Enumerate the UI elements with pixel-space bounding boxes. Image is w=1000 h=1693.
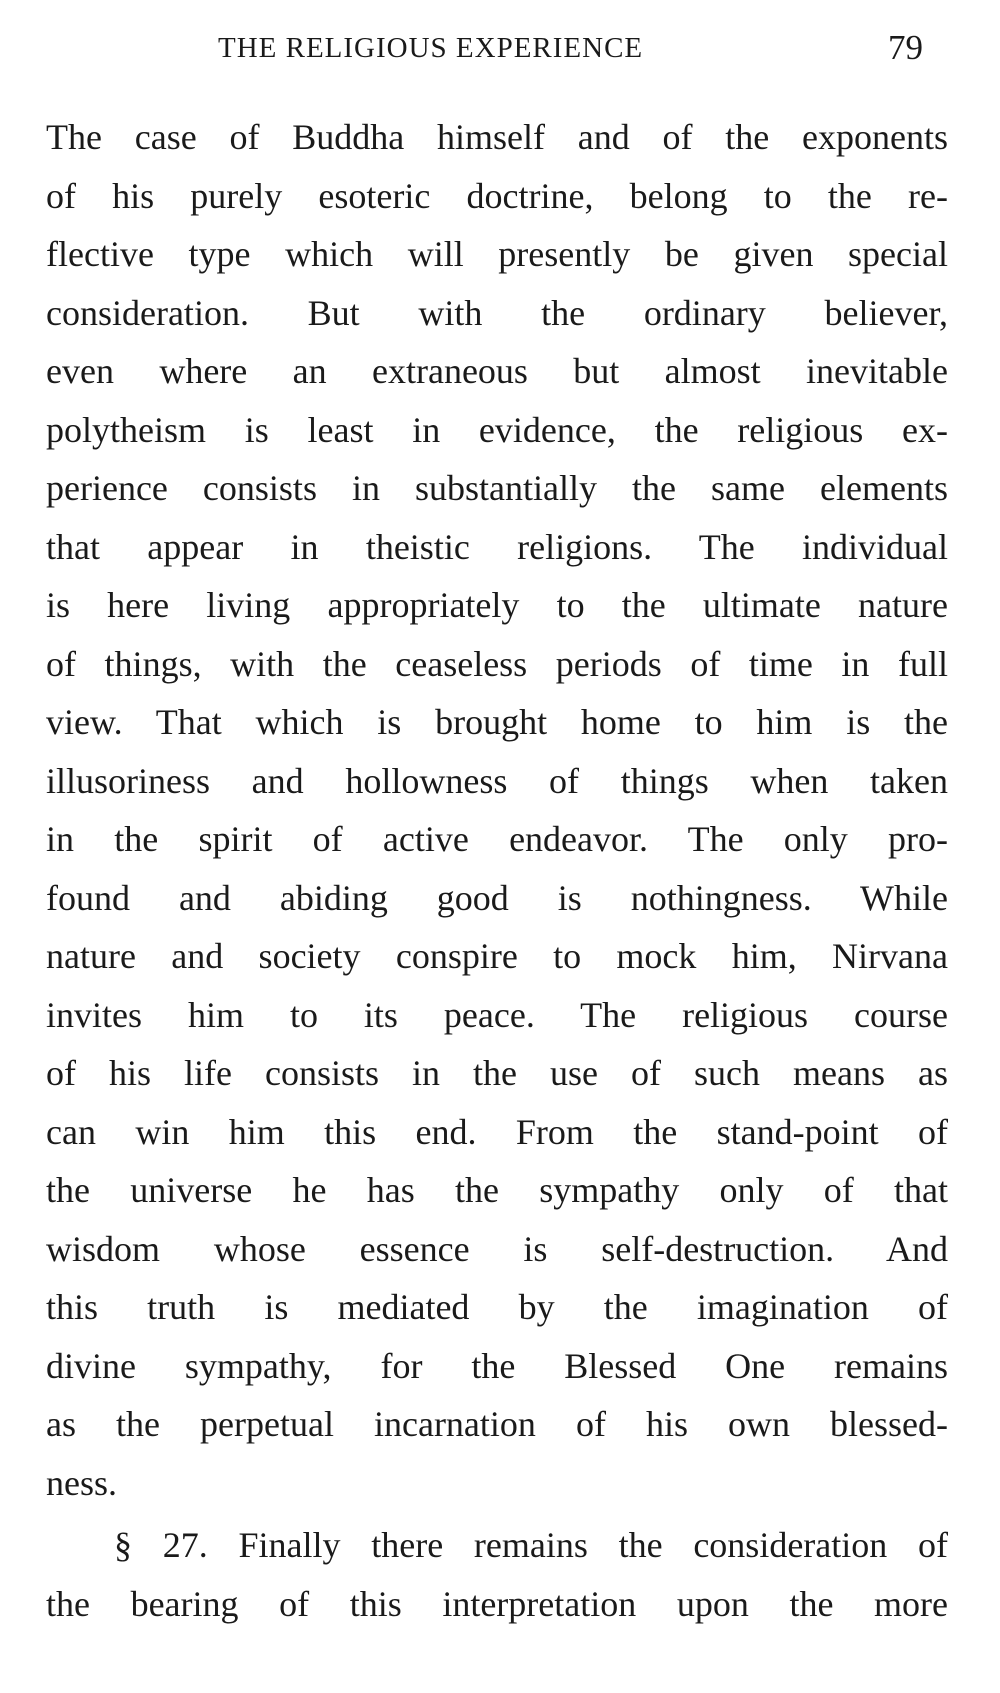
text-line: even where an extraneous but almost inevitable — [46, 351, 948, 391]
text-line: of his purely esoteric doctrine, belong to the re- — [46, 175, 948, 216]
text-line: divine sympathy, for the Blessed One remains — [46, 1345, 948, 1386]
text-line: of things, with the ceaseless periods of time in full — [46, 643, 948, 684]
text-line: flective type which will presently be given special — [46, 234, 948, 274]
text-line: wisdom whose essence is self-destruction. And — [46, 1228, 948, 1269]
text-line: polytheism is least in evidence, the religious ex- — [46, 409, 948, 450]
text-line: of his life consists in the use of such means as — [46, 1053, 948, 1093]
text-line: in the spirit of active endeavor. The only pro- — [46, 819, 948, 859]
section-line: § 27. Finally there remains the consideration of — [114, 1525, 948, 1565]
text-line: the bearing of this interpretation upon the more — [46, 1583, 948, 1624]
text-line: The case of Buddha himself and of the exponents — [46, 117, 948, 157]
running-title: THE RELIGIOUS EXPERIENCE — [218, 32, 644, 64]
text-line: can win him this end. From the stand-point of — [46, 1111, 948, 1152]
text-line: as the perpetual incarnation of his own blessed- — [46, 1404, 948, 1444]
page-number: 79 — [888, 28, 923, 67]
text-line: ness. — [46, 1462, 117, 1503]
text-line: is here living appropriately to the ultimate nature — [46, 585, 948, 625]
text-line: perience consists in substantially the same elements — [46, 468, 948, 508]
body-text — [46, 108, 948, 1633]
text-line: found and abiding good is nothingness. While — [46, 877, 948, 918]
text-line: that appear in theistic religions. The individual — [46, 526, 948, 567]
paragraph — [46, 108, 948, 1512]
running-head — [0, 28, 1000, 68]
text-line: nature and society conspire to mock him, Nirvana — [46, 936, 948, 976]
text-line: consideration. But with the ordinary believer, — [46, 292, 948, 333]
text-line: view. That which is brought home to him is the — [46, 702, 948, 742]
text-line: the universe he has the sympathy only of that — [46, 1170, 948, 1210]
paragraph — [46, 1516, 948, 1633]
text-line: illusoriness and hollowness of things when taken — [46, 760, 948, 801]
text-line: invites him to its peace. The religious course — [46, 994, 948, 1035]
text-line: this truth is mediated by the imagination of — [46, 1287, 948, 1327]
